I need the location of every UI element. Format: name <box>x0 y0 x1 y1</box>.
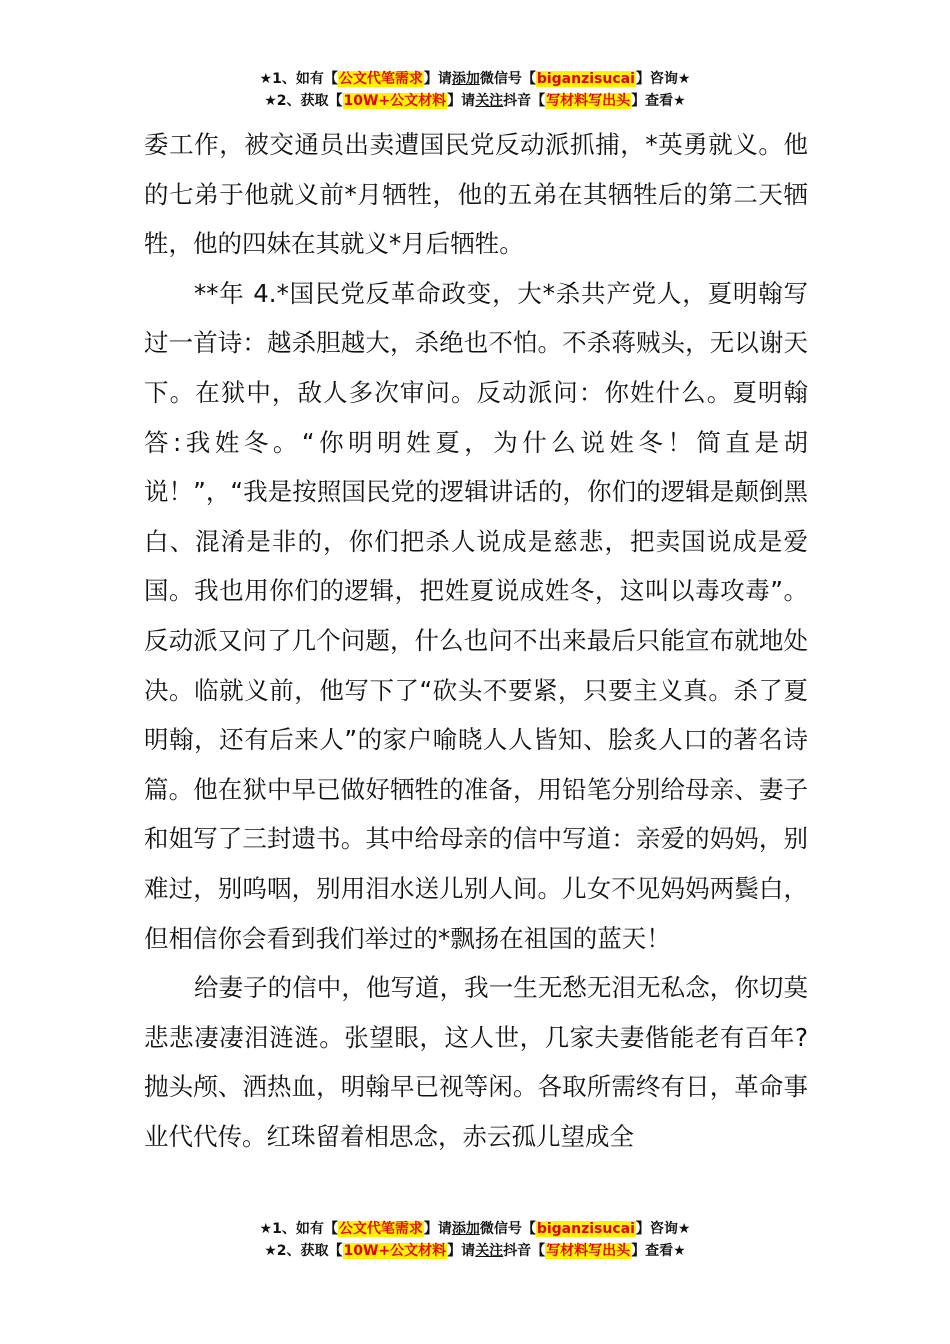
highlight-wechat-id: biganzisucai <box>536 1221 635 1237</box>
paragraph-3: 给妻子的信中，他写道，我一生无愁无泪无私念，你切莫悲悲凄凄泪涟涟。张望眼，这人世，几家夫妻偕能老有百年?抛头颅、洒热血，明翰早已视等闲。各取所需终有日，革命事业代代传。红珠留着相思念，赤云孤儿望成全 <box>144 973 808 1151</box>
paragraph-1: 委工作，被交通员出卖遭国民党反动派抓捕，*英勇就义。他的七弟于他就义前*月牺牲，他的五弟在其牺牲后的第二天牺牲，他的四妹在其就义*月后牺牲。 <box>144 130 808 259</box>
banner-text: 】查看★ <box>631 93 686 109</box>
banner-text: 】请 <box>423 71 452 87</box>
banner-text: 抖音【 <box>503 93 546 109</box>
underlined-add: 添加 <box>451 71 480 87</box>
banner-line-1 <box>0 68 950 90</box>
banner-text: 】请 <box>447 1243 476 1259</box>
highlight-wechat-id: biganzisucai <box>536 71 635 87</box>
highlight-materials: 10W+公文材料 <box>343 1243 447 1259</box>
header-banner <box>0 68 950 112</box>
highlight-douyin-account: 写材料写出头 <box>546 1243 631 1259</box>
highlight-ghostwriting: 公文代笔需求 <box>338 71 423 87</box>
banner-text: ★2、获取【 <box>264 93 343 109</box>
paragraph-2: **年 4.*国民党反革命政变，大*杀共产党人，夏明翰写过一首诗：越杀胆越大，杀绝也不怕。不杀蒋贼头，无以谢天下。在狱中，敌人多次审问。反动派问：你姓什么。夏明翰答:我姓冬。“你明明姓夏，为什么说姓冬！简直是胡说！”，“我是按照国民党的逻辑讲话的，你们的逻辑是颠倒黑白、混淆是非的，你们把杀人说成是慈悲，把卖国说成是爱国。我也用你们的逻辑，把姓夏说成姓冬，这叫以毒攻毒”。反动派又问了几个问题，什么也问不出来最后只能宣布就地处决。临就义前，他写下了“砍头不要紧，只要主义真。杀了夏明翰，还有后来人”的家户喻晓人人皆知、脍炙人口的著名诗篇。他在狱中早已做好牺牲的准备，用铅笔分别给母亲、妻子和姐写了三封遗书。其中给母亲的信中写道：亲爱的妈妈，别难过，别呜咽，别用泪水送儿别人间。儿女不见妈妈两鬓白，但相信你会看到我们举过的*飘扬在祖国的蓝天！ <box>144 278 808 953</box>
banner-text: 微信号【 <box>479 71 536 87</box>
banner-text: ★2、获取【 <box>264 1243 343 1259</box>
banner-text: ★1、如有【 <box>259 1221 338 1237</box>
highlight-ghostwriting: 公文代笔需求 <box>338 1221 423 1237</box>
banner-line-2 <box>0 1240 950 1262</box>
banner-line-2 <box>0 90 950 112</box>
banner-text: ★1、如有【 <box>259 71 338 87</box>
footer-banner <box>0 1218 950 1262</box>
banner-text: 】咨询★ <box>635 71 691 87</box>
highlight-materials: 10W+公文材料 <box>343 93 447 109</box>
banner-text: 】咨询★ <box>635 1221 691 1237</box>
underlined-add: 添加 <box>451 1221 480 1237</box>
banner-text: 】请 <box>423 1221 452 1237</box>
highlight-douyin-account: 写材料写出头 <box>546 93 631 109</box>
banner-text: 微信号【 <box>479 1221 536 1237</box>
banner-text: 】查看★ <box>631 1243 686 1259</box>
banner-text: 抖音【 <box>503 1243 546 1259</box>
banner-text: 】请 <box>447 93 476 109</box>
document-body <box>144 120 808 1161</box>
underlined-follow: 关注 <box>475 1243 504 1259</box>
banner-line-1 <box>0 1218 950 1240</box>
underlined-follow: 关注 <box>475 93 504 109</box>
